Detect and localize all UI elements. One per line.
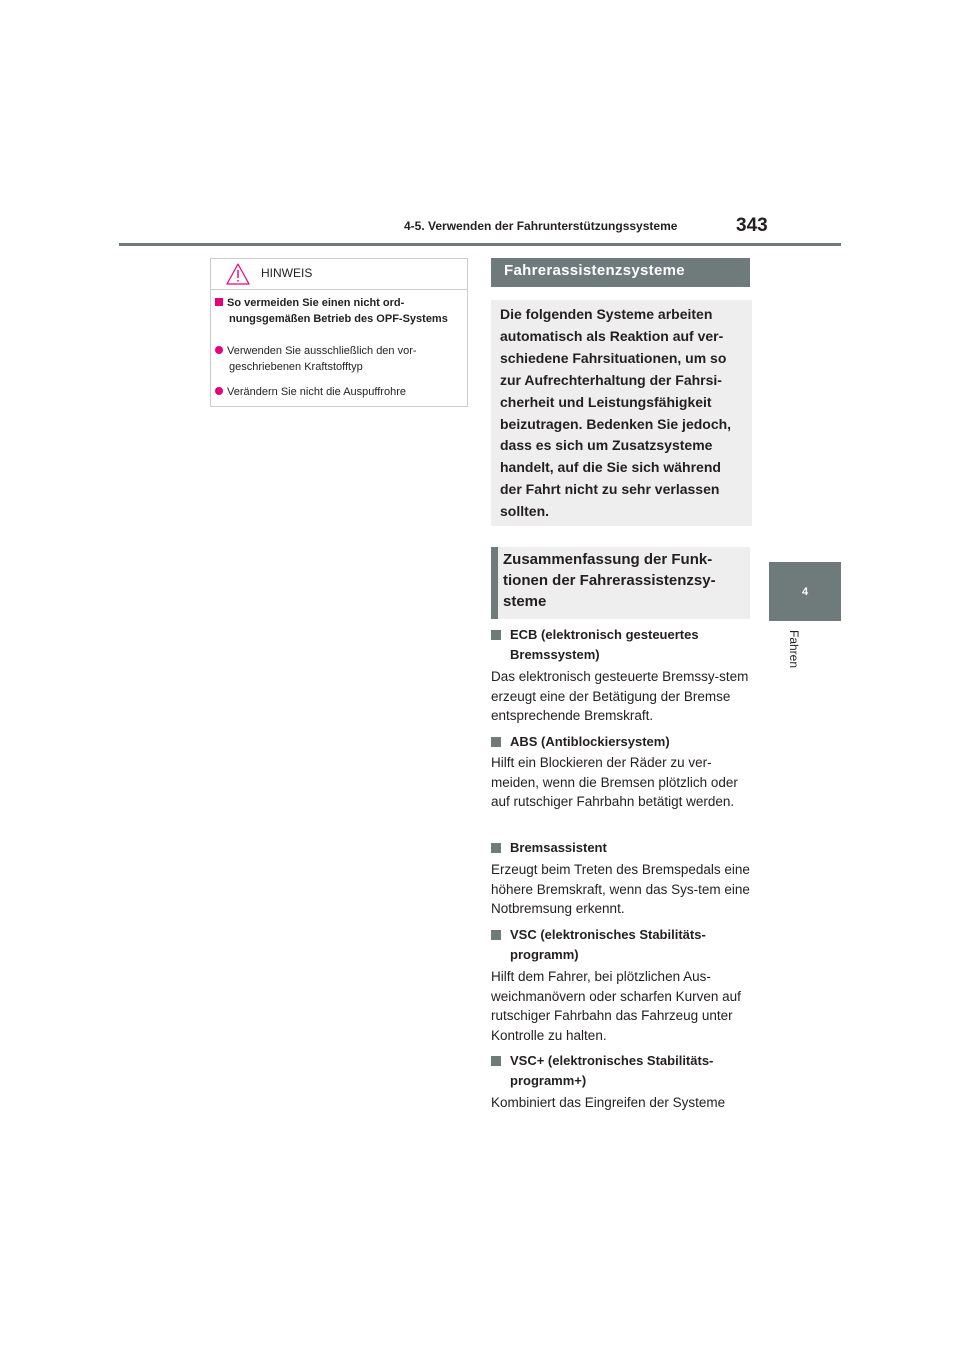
notice-header (211, 259, 467, 290)
section-body-ecb: Das elektronisch gesteuerte Bremssy-stem erzeugt eine der Betätigung der Bremse entsprechende Bremskraft. (491, 669, 749, 724)
round-bullet-icon (215, 346, 223, 354)
section-banner (491, 258, 750, 287)
chapter-tab (769, 562, 841, 621)
chapter-label: Fahren (787, 630, 801, 669)
square-bullet-icon (491, 737, 501, 747)
section-heading-ecb: ECB (elektronisch gesteuertes Bremssystem) (491, 625, 751, 664)
round-bullet-icon (215, 387, 223, 395)
intro-text: Die folgenden Systeme arbeiten automatisch als Reaktion auf ver-schiedene Fahrsituationen, um so zur Aufrechterhaltung der Fahrsi-cherheit und Leistungsfähigkeit beizutragen. Bedenken Sie jedoch, dass es sich um Zusatzsysteme handelt, auf die Sie sich während der Fahrt nicht zu sehr verlassen sollten. (500, 306, 732, 520)
notice-item: Verwenden Sie ausschließlich den vor-geschriebenen Kraftstofftyp (215, 343, 475, 375)
sub-banner (491, 547, 750, 619)
section-banner-title: Fahrerassistenzsysteme (504, 262, 685, 279)
notice-box (210, 258, 468, 407)
square-bullet-icon (491, 1056, 501, 1066)
section-body-abs: Hilft ein Blockieren der Räder zu ver-meiden, wenn die Bremsen plötzlich oder auf rutschiger Fahrbahn betätigt werden. (491, 755, 738, 810)
section-heading-bremsassistent: Bremsassistent (491, 838, 751, 858)
square-bullet-icon (215, 298, 223, 306)
notice-heading: So vermeiden Sie einen nicht ord-nungsgemäßen Betrieb des OPF-Systems (215, 295, 475, 327)
notice-item: Verändern Sie nicht die Auspuffrohre (215, 384, 475, 400)
notice-title: HINWEIS (261, 266, 313, 280)
intro-box (491, 300, 752, 526)
warning-triangle-icon (225, 262, 251, 286)
section-heading-vsc: VSC (elektronisches Stabilitäts-programm) (491, 925, 751, 964)
section-body-vsc-plus: Kombiniert das Eingreifen der Systeme (491, 1095, 726, 1110)
section-title: 4-5. Verwenden der Fahrunterstützungssysteme (404, 219, 678, 233)
page-number: 343 (736, 215, 768, 236)
square-bullet-icon (491, 843, 501, 853)
chapter-number: 4 (801, 586, 809, 598)
sub-banner-bar (491, 547, 498, 619)
header-rule (119, 243, 841, 246)
square-bullet-icon (491, 630, 501, 640)
square-bullet-icon (491, 930, 501, 940)
sub-banner-title: Zusammenfassung der Funk-tionen der Fahrerassistenzsy-steme (503, 551, 716, 610)
section-heading-vsc-plus: VSC+ (elektronisches Stabilitäts-programm+) (491, 1051, 751, 1090)
section-heading-abs: ABS (Antiblockiersystem) (491, 732, 751, 752)
section-body-vsc: Hilft dem Fahrer, bei plötzlichen Aus-weichmanövern oder scharfen Kurven auf rutschiger Fahrbahn das Fahrzeug unter Kontrolle zu halten. (491, 969, 741, 1044)
section-body-bremsassistent: Erzeugt beim Treten des Bremspedals eine höhere Bremskraft, wenn das Sys-tem eine Notbremsung erkennt. (491, 862, 750, 917)
